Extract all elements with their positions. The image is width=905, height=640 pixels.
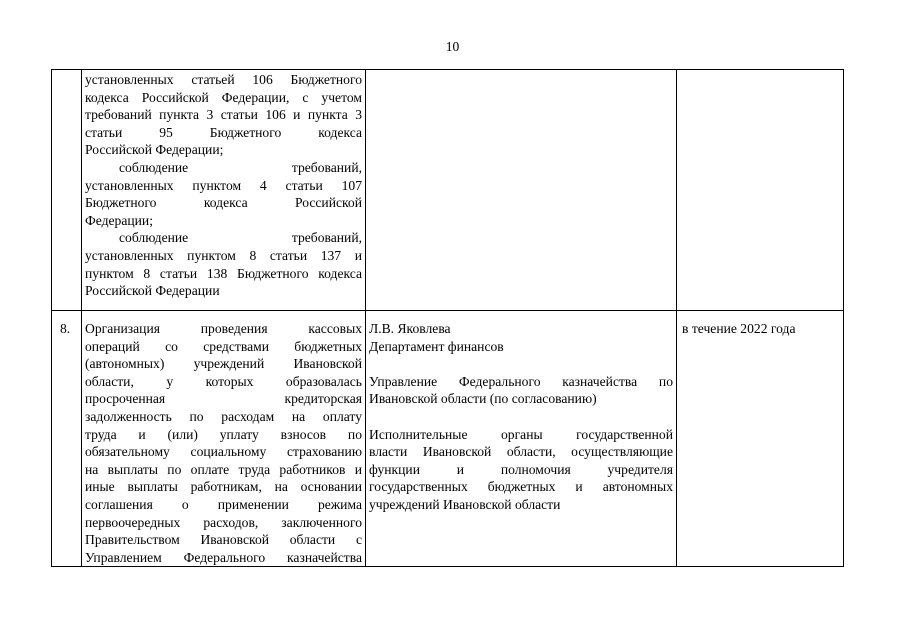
description-line: статьи 95 Бюджетного кодекса (85, 124, 362, 140)
description-cell (82, 70, 366, 311)
description-line: установленных пунктом 8 статьи 137 и (85, 247, 362, 263)
description-line: установленных пунктом 4 статьи 107 (85, 177, 362, 193)
responsible-line: Исполнительные органы государственной (369, 426, 673, 442)
description-line: Организация проведения кассовых (85, 321, 362, 336)
term-text: в течение 2022 года (682, 321, 796, 336)
description-line: иные выплаты работникам, на основании (85, 479, 362, 495)
description-line: Федерации; (85, 212, 153, 228)
responsible-cell (366, 70, 677, 311)
description-line: операций со средствами бюджетных (85, 338, 362, 354)
table-row (52, 70, 844, 311)
description-line: на выплаты по оплате труда работников и (85, 461, 362, 477)
responsible-line: функции и полномочия учредителя (369, 461, 673, 477)
description-line: Российской Федерации; (85, 142, 224, 158)
description-line: области, у которых образовалась (85, 373, 362, 389)
description-line: установленных статьей 106 Бюджетного (85, 72, 362, 87)
description-line: соглашения о применении режима (85, 496, 362, 512)
description-line: Бюджетного кодекса Российской (85, 195, 362, 211)
responsible-department: Департамент финансов (369, 338, 504, 354)
responsible-line: учреждений Ивановской области (369, 496, 561, 512)
description-line: Российской Федерации (85, 283, 220, 299)
description-line: обязательному социальному страхованию (85, 444, 362, 460)
description-line: первоочередных расходов, заключенного (85, 514, 362, 530)
row-number-cell (52, 70, 82, 311)
description-line: задолженность по расходам на оплату (85, 408, 362, 424)
description-line: соблюдение требований, (119, 159, 362, 175)
plan-table (51, 69, 844, 567)
description-line: соблюдение требований, (119, 230, 362, 246)
description-line: Правительством Ивановской области с (85, 532, 362, 548)
description-line: труда и (или) уплату взносов по (85, 426, 362, 442)
description-line: Управлением Федерального казначейства (85, 549, 362, 565)
term-cell (677, 70, 844, 311)
responsible-person: Л.В. Яковлева (369, 321, 451, 336)
row-number-cell: 8. (52, 311, 82, 567)
spacer (369, 355, 673, 373)
description-line: просроченная кредиторская (85, 391, 362, 407)
table-row (52, 311, 844, 567)
responsible-cell (366, 311, 677, 567)
responsible-line: Управление Федерального казначейства по (369, 373, 673, 389)
description-line: пунктом 8 статьи 138 Бюджетного кодекса (85, 265, 362, 281)
responsible-line: государственных бюджетных и автономных (369, 479, 673, 495)
term-cell (677, 311, 844, 567)
description-line: кодекса Российской Федерации, с учетом (85, 89, 362, 105)
description-line: требований пункта 3 статьи 106 и пункта 3 (85, 107, 362, 123)
description-line: (автономных) учреждений Ивановской (85, 356, 362, 372)
spacer (369, 408, 673, 426)
responsible-line: власти Ивановской области, осуществляющие (369, 444, 673, 460)
responsible-line: Ивановской области (по согласованию) (369, 391, 597, 407)
description-cell (82, 311, 366, 567)
page-number: 10 (445, 39, 460, 54)
